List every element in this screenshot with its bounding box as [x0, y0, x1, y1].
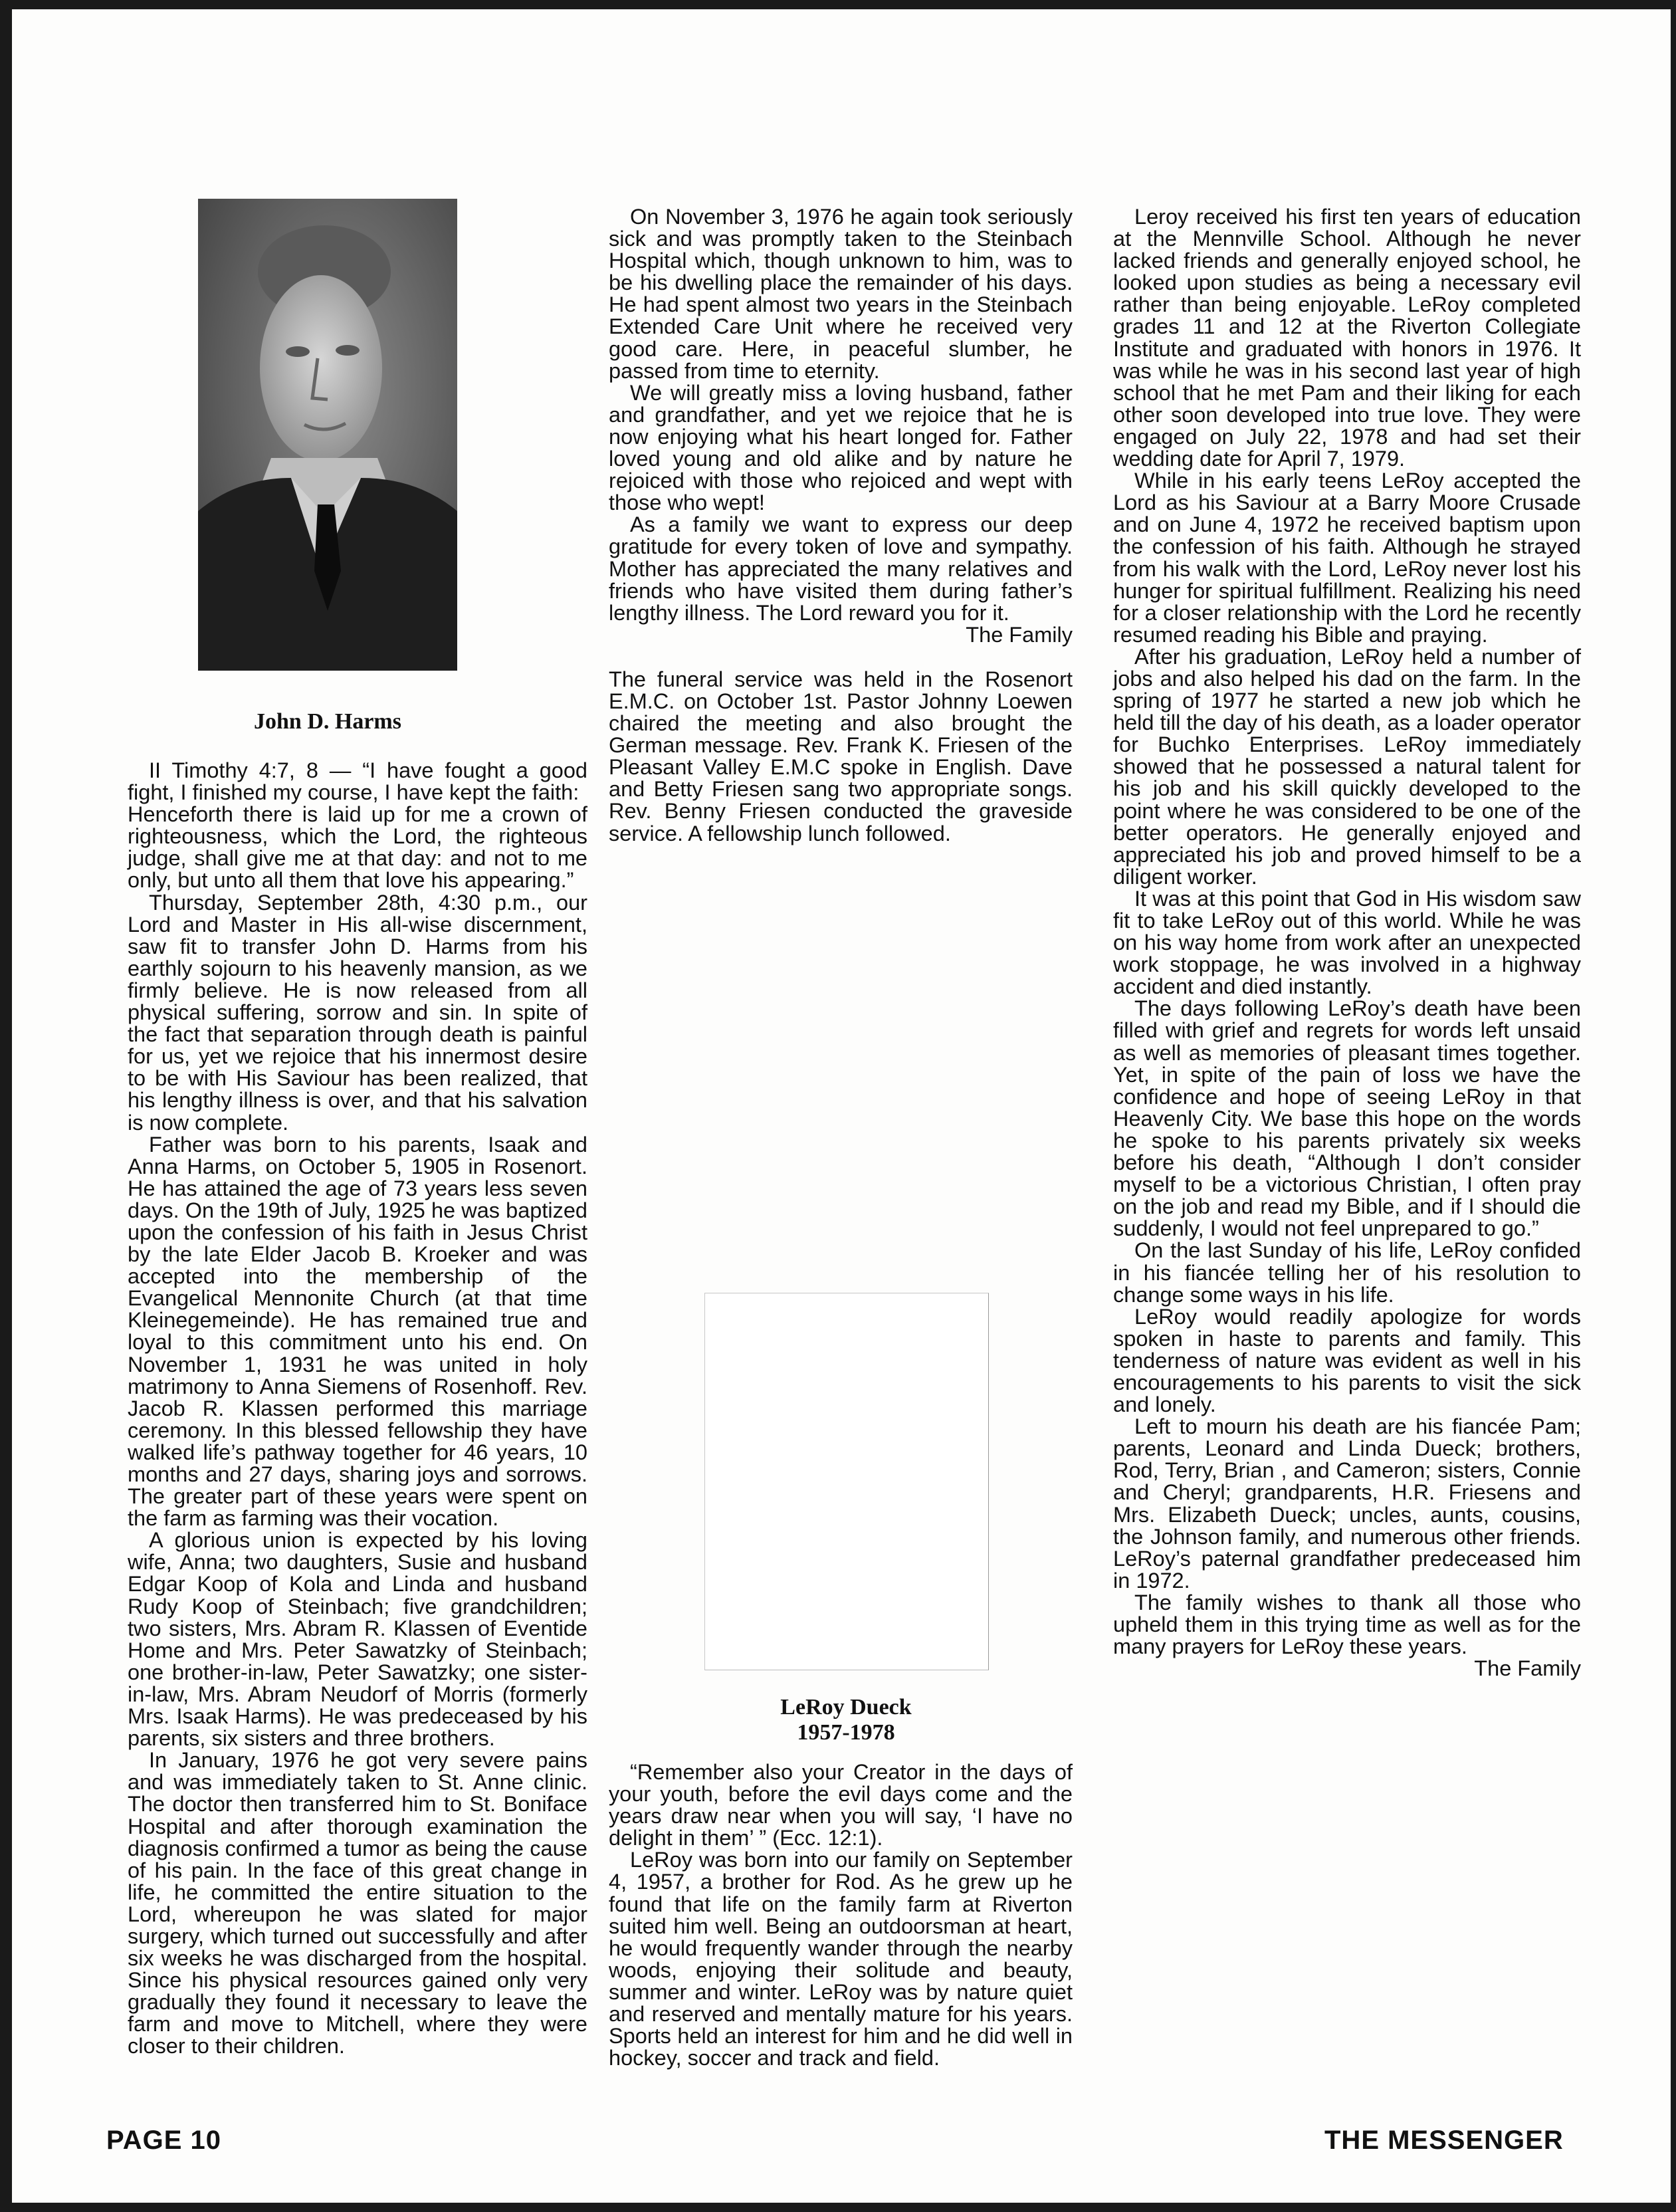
publication-name: THE MESSENGER	[1324, 2126, 1564, 2155]
portrait-image	[198, 199, 457, 671]
body-paragraph: We will greatly miss a loving husband, father and grandfather, and yet we rejoice that he is now enjoying what his heart longed for. Father loved young and old alike and by nature he rejoiced with those who rejoiced and wept with those who wept!	[609, 380, 1073, 515]
body-paragraph: Thursday, September 28th, 4:30 p.m., our Lord and Master in His all-wise discernment, saw fit to transfer John D. Harms from his earthly sojourn to his heavenly mansion, as we firmly believe. He is now released from all physical suffering, sorrow and sin. In spite of the fact that separation through death is painful for us, yet we rejoice that his innermost desire to be with His Saviour has been realized, that his lengthy illness is over, and that his salvation is now complete.	[128, 890, 587, 1135]
body-paragraph: On November 3, 1976 he again took seriously sick and was promptly taken to the Steinbach Hospital which, though unknown to him, was to be his dwelling place the remainder of his days. He had spent almost two years in the Steinbach Extended Care Unit where he received very good care. Here, in peaceful slumber, he passed from time to eternity.	[609, 205, 1073, 383]
scripture-quote-continued: Henceforth there is laid up for me a crown of righteousness, which the Lord, the righteous judge, shall give me at that day: and not to me only, but unto all them that love his appearing.”	[128, 802, 587, 893]
obituary-column-2	[609, 206, 1073, 845]
newsletter-page	[12, 9, 1671, 2203]
photo-placeholder-leroy-dueck	[704, 1293, 989, 1670]
scripture-quote: “Remember also your Creator in the days of your youth, before the evil days come and the years draw near when you will say, ‘I have no delight in them’ ” (Ecc. 12:1).	[609, 1760, 1073, 1850]
obituary-column-2-leroy	[609, 1761, 1073, 2069]
body-paragraph: LeRoy would readily apologize for words spoken in haste to parents and family. This tenderness of nature was evident as well in his encouragements to his parents to visit the sick and lonely.	[1113, 1304, 1581, 1417]
obituary-column-3	[1113, 206, 1581, 1680]
obituary-title-leroy-dueck	[704, 1695, 988, 1745]
body-paragraph: As a family we want to express our deep gratitude for every token of love and sympathy. Mother has appreciated the many relatives and friends who have visited them during father’s lengthy illness. The Lord reward you for it.	[609, 512, 1073, 625]
body-paragraph: On the last Sunday of his life, LeRoy confided in his fiancée telling her of his resolution to change some ways in his life.	[1113, 1238, 1581, 1307]
body-paragraph: Father was born to his parents, Isaak and Anna Harms, on October 5, 1905 in Rosenort. He has attained the age of 73 years less seven days. On the 19th of July, 1925 he was baptized upon the confession of his faith in Jesus Christ by the late Elder Jacob B. Kroeker and was accepted into the membership of the Evangelical Mennonite Church (at that time Kleinegemeinde). He has remained true and loyal to this commitment unto his end. On November 1, 1931 he was united in holy matrimony to Anna Siemens of Rosenhoff. Rev. Jacob R. Klassen performed this marriage ceremony. In this blessed fellowship they have walked life’s pathway together for 46 years, 10 months and 27 days, sharing joys and sorrows. The greater part of these years were spent on the farm as farming was their vocation.	[128, 1132, 587, 1531]
leroy-intro-text: LeRoy was born into our family on September 4, 1957, a brother for Rod. As he grew up he found that life on the family farm at Riverton suited him well. Being an outdoorsman at heart, he would frequently wander through the nearby woods, enjoying their solitude and beauty, summer and winter. LeRoy was by nature quiet and reserved and mentally mature for his years. Sports held an interest for him and he did well in hockey, soccer and track and field.	[609, 1848, 1073, 2070]
body-paragraph: While in his early teens LeRoy accepted the Lord as his Saviour at a Barry Moore Crusade and on June 4, 1972 he received baptism upon the confession of his faith. Although he strayed from his walk with the Lord, LeRoy never lost his hunger for spiritual fulfillment. Realizing his need for a closer relationship with the Lord he recently resumed reading his Bible and praying.	[1113, 469, 1581, 647]
funeral-paragraph: The funeral service was held in the Rosenort E.M.C. on October 1st. Pastor Johnny Loewen chaired the meeting and also brought the German message. Rev. Frank K. Friesen of the Pleasant Valley E.M.C spoke in English. Dave and Betty Friesen sang two appropriate songs. Rev. Benny Friesen conducted the graveside service. A fellowship lunch followed.	[609, 667, 1073, 845]
body-paragraph: After his graduation, LeRoy held a number of jobs and also helped his dad on the farm. In the spring of 1977 he started a new job which he held till the day of his death, as a loader operator for Buchko Enterprises. LeRoy immediately showed that he possessed a natural talent for his job and his skill quickly developed to the point where he was considered to be one of the better operators. He generally enjoyed and appreciated his job and proved himself to be a diligent worker.	[1113, 644, 1581, 889]
body-paragraph: It was at this point that God in His wisdom saw fit to take LeRoy out of this world. While he was on his way home from work after an unexpected work stoppage, he was involved in a highway accident and died instantly.	[1113, 886, 1581, 999]
body-paragraph: Leroy received his first ten years of education at the Mennville School. Although he never lacked friends and generally enjoyed school, he looked upon studies as being a necessary evil rather than being enjoyable. LeRoy completed grades 11 and 12 at the Riverton Collegiate Institute and graduated with honors in 1976. It was while he was in his second last year of high school that he met Pam and their liking for each other soon developed into true love. They were engaged on July 22, 1978 and had set their wedding date for April 7, 1979.	[1113, 205, 1581, 471]
body-paragraph-split	[609, 1849, 1073, 2069]
body-paragraph: A glorious union is expected by his loving wife, Anna; two daughters, Susie and husband Edgar Koop of Kola and Linda and husband Rudy Koop of Steinbach; five grandchildren; two sisters, Mrs. Abram R. Klassen of Eventide Home and Mrs. Peter Sawatzky of Steinbach; one brother-in-law, Peter Sawatzky; one sister-in-law, Mrs. Abram Neudorf of Morris (formerly Mrs. Isaak Harms). He was predeceased by his parents, six sisters and three brothers.	[128, 1528, 587, 1751]
body-paragraph: The days following LeRoy’s death have been filled with grief and regrets for words left unsaid as well as memories of pleasant times together. Yet, in spite of the pain of loss we have the confidence and hope of seeing LeRoy in that Heavenly City. We base this hope on the words he spoke to his parents privately six weeks before his death, “Although I don’t consider myself to be a victorious Christian, I often pray on the job and read my Bible, and if I should die suddenly, I would not feel unprepared to go.”	[1113, 996, 1581, 1241]
obituary-years: 1957-1978	[797, 1720, 895, 1745]
obituary-name: LeRoy Dueck	[780, 1695, 912, 1719]
body-paragraph: Left to mourn his death are his fiancée Pam; parents, Leonard and Linda Dueck; brothers, Rod, Terry, Brian , and Cameron; sisters, Connie and Cheryl; grandparents, H.R. Friesens and Mrs. Elizabeth Dueck; uncles, aunts, cousins, the Johnson family, and numerous other friends. LeRoy’s paternal grandfather predeceased him in 1972.	[1113, 1414, 1581, 1593]
page-number: PAGE 10	[106, 2126, 221, 2155]
scripture-quote: II Timothy 4:7, 8 — “I have fought a good fight, I finished my course, I have kept the faith:	[128, 758, 587, 805]
obituary-title-john-harms: John D. Harms	[254, 709, 401, 734]
body-paragraph: In January, 1976 he got very severe pains and was immediately taken to St. Anne clinic. The doctor then transferred him to St. Boniface Hospital and after thorough examination the diagnosis confirmed a tumor as being the cause of his pain. In the face of this great change in life, he committed the entire situation to the Lord, whereupon he was slated for major surgery, which turned out successfully and after six weeks he was discharged from the hospital. Since his physical resources gained only very gradually they found it necessary to leave the farm and move to Mitchell, where they were closer to their children.	[128, 1748, 587, 2058]
obituary-column-1	[128, 760, 587, 2058]
signature-the-family: The Family	[966, 622, 1073, 647]
portrait-photo-john-harms	[198, 199, 457, 671]
body-paragraph: The family wishes to thank all those who upheld them in this trying time as well as for the many prayers for LeRoy these years.	[1113, 1590, 1581, 1659]
signature-the-family: The Family	[1474, 1656, 1581, 1681]
